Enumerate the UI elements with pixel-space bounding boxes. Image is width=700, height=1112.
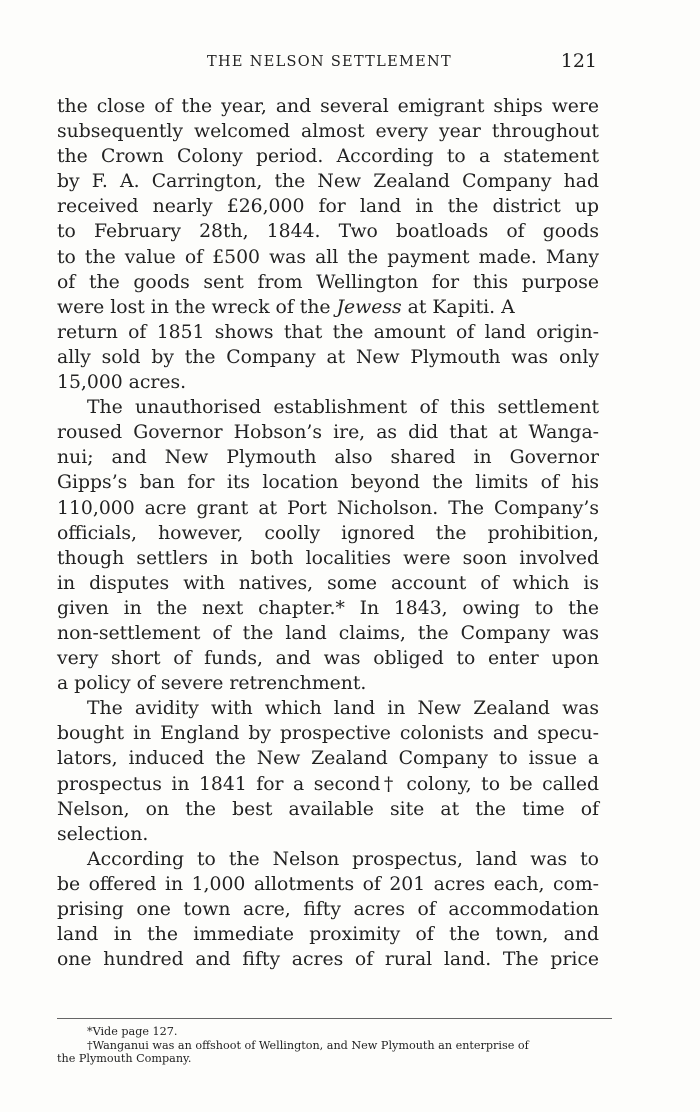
text-line: though settlers in both localities were soon involved <box>57 547 599 569</box>
text-line: nui; and New Plymouth also shared in Governor <box>57 447 599 469</box>
footnote-continuation: the Plymouth Company. <box>57 1052 192 1066</box>
text-line: 15,000 acres. <box>57 372 187 394</box>
text-line: to February 28th, 1844. Two boatloads of goods <box>57 221 599 243</box>
footnote-vide: *Vide page 127. <box>87 1025 178 1038</box>
text-line: ally sold by the Company at New Plymouth was only <box>57 346 599 368</box>
text-line: very short of funds, and was obliged to enter upon <box>57 648 599 670</box>
footnotes <box>57 1025 613 1066</box>
text-line-with-italic <box>57 295 599 320</box>
text-line: Gipps’s ban for its location beyond the limits of his <box>57 472 599 494</box>
page-number: 121 <box>560 50 597 72</box>
text-line: subsequently welcomed almost every year throughout <box>57 121 599 143</box>
text-line: roused Governor Hobson’s ire, as did that at Wanga- <box>57 422 599 444</box>
text-line: land in the immediate proximity of the town, and <box>57 924 599 946</box>
paragraph-start: The avidity with which land in New Zealand was <box>87 698 599 720</box>
text-line: 110,000 acre grant at Port Nicholson. The Company’s <box>57 497 599 519</box>
text-line: the close of the year, and several emigrant ships were <box>57 96 599 117</box>
ship-name-italic: Jewess <box>336 296 402 318</box>
text-line: received nearly £26,000 for land in the district up <box>57 196 599 218</box>
text-line: a policy of severe retrenchment. <box>57 673 367 695</box>
text-line: selection. <box>57 823 149 845</box>
paragraph-start: The unauthorised establishment of this settlement <box>87 397 599 419</box>
body-text <box>57 94 599 972</box>
text-line: be offered in 1,000 allotments of 201 acres each, com- <box>57 873 599 895</box>
text-line: to the value of £500 was all the payment made. Many <box>57 246 599 268</box>
running-head-title: THE NELSON SETTLEMENT <box>207 54 452 70</box>
text-line: lators, induced the New Zealand Company to issue a <box>57 748 599 770</box>
text-line: by F. A. Carrington, the New Zealand Company had <box>57 171 599 193</box>
text-line: return of 1851 shows that the amount of land origin- <box>57 321 599 343</box>
text-line: the Crown Colony period. According to a statement <box>57 146 599 168</box>
paragraph-start: According to the Nelson prospectus, land was to <box>87 848 599 870</box>
footnote-divider <box>57 1018 612 1019</box>
text-line: of the goods sent from Wellington for this purpose <box>57 271 599 293</box>
text-line: officials, however, coolly ignored the prohibition, <box>57 522 599 544</box>
text-line: non-settlement of the land claims, the Company was <box>57 622 599 644</box>
running-header <box>57 50 597 78</box>
text-segment: at Kapiti. A <box>401 296 515 318</box>
text-line: Nelson, on the best available site at the time of <box>57 798 599 820</box>
text-segment: were lost in the wreck of the <box>57 296 337 318</box>
text-line: prising one town acre, fifty acres of accommodation <box>57 899 599 920</box>
footnote-wanganui: †Wanganui was an offshoot of Wellington, and New Plymouth an enterprise of <box>87 1038 529 1052</box>
text-line: bought in England by prospective colonists and specu- <box>57 723 599 745</box>
text-line: given in the next chapter.* In 1843, owing to the <box>57 597 599 619</box>
text-line: one hundred and fifty acres of rural land. The price <box>57 949 599 971</box>
text-line: in disputes with natives, some account of which is <box>57 572 599 594</box>
text-line: prospectus in 1841 for a second† colony, to be called <box>57 773 599 795</box>
